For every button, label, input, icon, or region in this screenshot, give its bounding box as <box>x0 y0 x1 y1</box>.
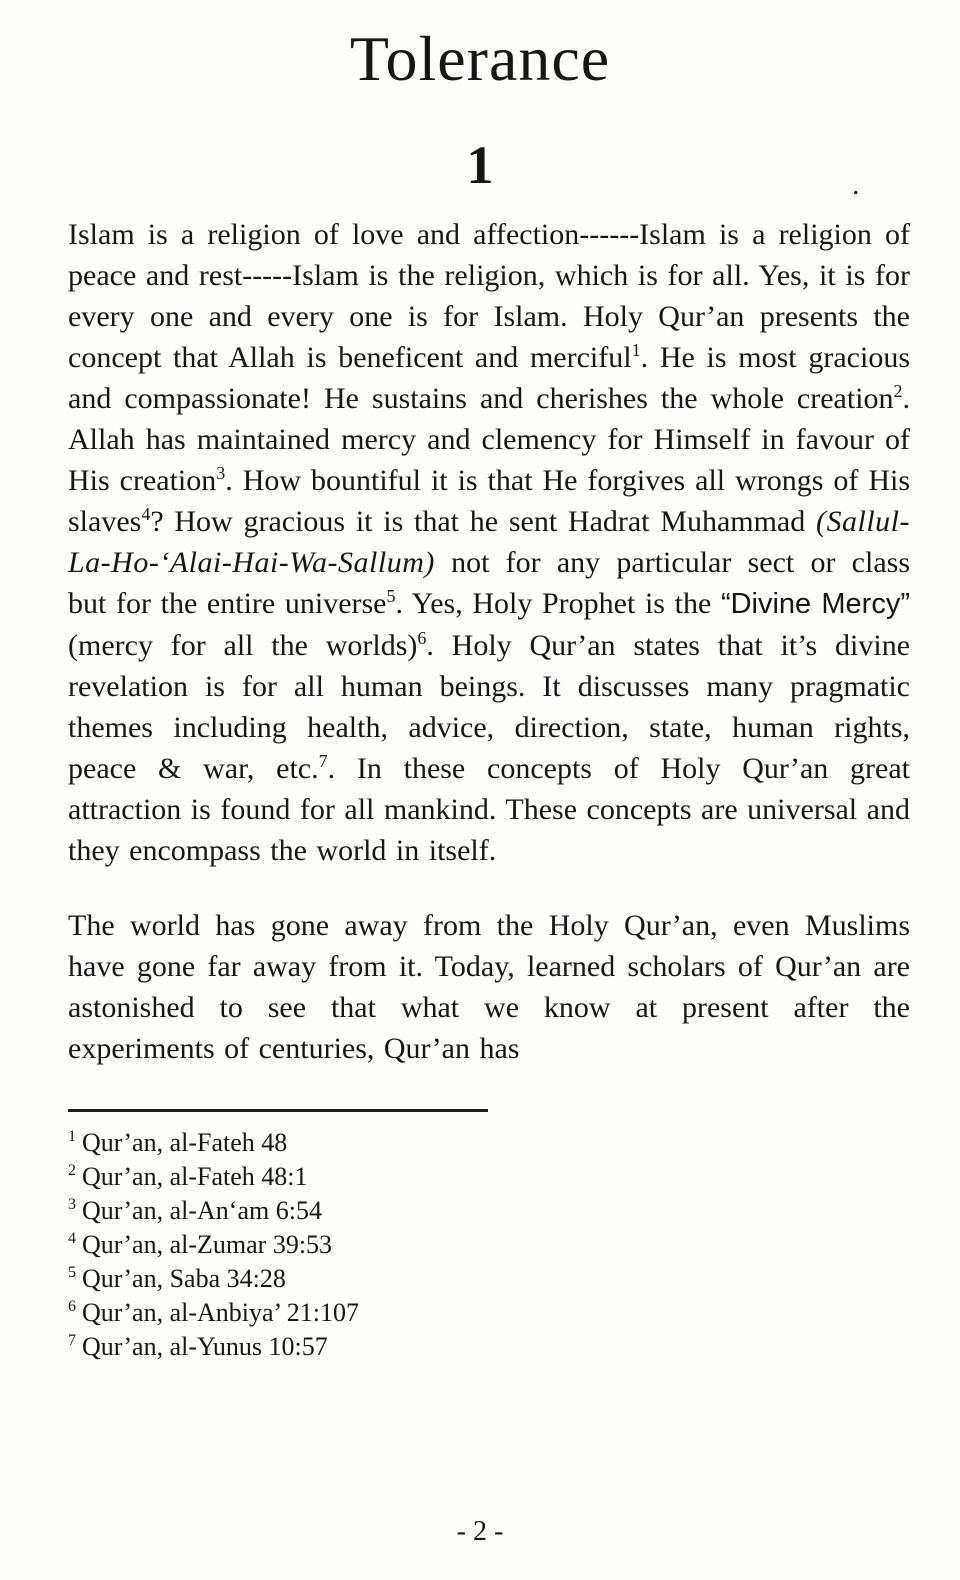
transliteration-phrase: (Sallul-La-Ho-‘Alai-Hai-Wa-Sallum) <box>68 505 910 579</box>
footnote-ref: 1 <box>631 340 641 360</box>
footnote-ref: 4 <box>141 504 151 524</box>
footnote-number: 1 <box>68 1128 76 1146</box>
body-text <box>68 214 910 1069</box>
footnote-item: $^6$ Qur’an, al-Anbiya’ 21:107 <box>68 1298 360 1327</box>
footnote-ref: 6 <box>417 628 427 648</box>
footnote-item: $^3$ Qur’an, al-An‘am 6:54 <box>68 1196 322 1225</box>
footnote-number: 3 <box>68 1196 76 1214</box>
chapter-number: 1 <box>466 135 494 195</box>
divine-mercy-phrase: “Divine Mercy” <box>720 588 910 620</box>
body-paragraph-1: Islam is a religion of love and affection------Islam is a religion of peace and rest-----Islam is the religion, which is for all. Yes, it is for every one and every one is for Islam. Holy Qur’an presents the concept that Allah is beneficent and merciful$^1$. He is most gracious and compassionate! He sustains and cherishes the whole creation$^2$. Allah has maintained mercy and clemency for Himself in favour of His creation$^3$. How bountiful it is that He forgives all wrongs of His slaves$^4$? How gracious it is that he sent Hadrat Muhammad (Sallul-La-Ho-‘Alai-Hai-Wa-Sallum) not for any particular sect or class but for the entire universe$^5$. Yes, Holy Prophet is the “Divine Mercy” (mercy for all the worlds)$^6$. Holy Qur’an states that it’s divine revelation is for all human beings. It discusses many pragmatic themes including health, advice, direction, state, human rights, peace & war, etc.$^7$. In these concepts of Holy Qur’an great attraction is found for all mankind. These concepts are universal and they encompass the world in itself. <box>68 218 911 867</box>
footnote-ref: 5 <box>386 586 396 606</box>
footnote-ref: 7 <box>318 751 328 771</box>
footnote-number: 6 <box>68 1298 76 1316</box>
footnote-ref: 3 <box>216 463 226 483</box>
body-paragraph-2: The world has gone away from the Holy Qur’an, even Muslims have gone far away from it. Today, learned scholars of Qur’an are astonished to see that what we know at present after the experiments of centuries, Qur’an has <box>68 909 910 1065</box>
footnote-number: 5 <box>68 1264 76 1282</box>
scan-artifact-dot: . <box>852 168 860 201</box>
footnote-item: $^7$ Qur’an, al-Yunus 10:57 <box>68 1332 328 1361</box>
footnote-item: $^1$ Qur’an, al-Fateh 48 <box>68 1128 288 1157</box>
footnote-item: $^2$ Qur’an, al-Fateh 48:1 <box>68 1162 308 1191</box>
footnote-number: 7 <box>68 1332 76 1350</box>
footnote-item: $^4$ Qur’an, al-Zumar 39:53 <box>68 1230 333 1259</box>
page-number: - 2 - <box>456 1516 504 1547</box>
footnote-item: $^5$ Qur’an, Saba 34:28 <box>68 1264 286 1293</box>
page-title: Tolerance <box>349 23 611 94</box>
footnote-list <box>68 1126 910 1364</box>
footnote-separator <box>68 1109 488 1112</box>
footnote-number: 4 <box>68 1230 76 1248</box>
footnote-number: 2 <box>68 1162 76 1180</box>
footnote-ref: 2 <box>893 381 903 401</box>
